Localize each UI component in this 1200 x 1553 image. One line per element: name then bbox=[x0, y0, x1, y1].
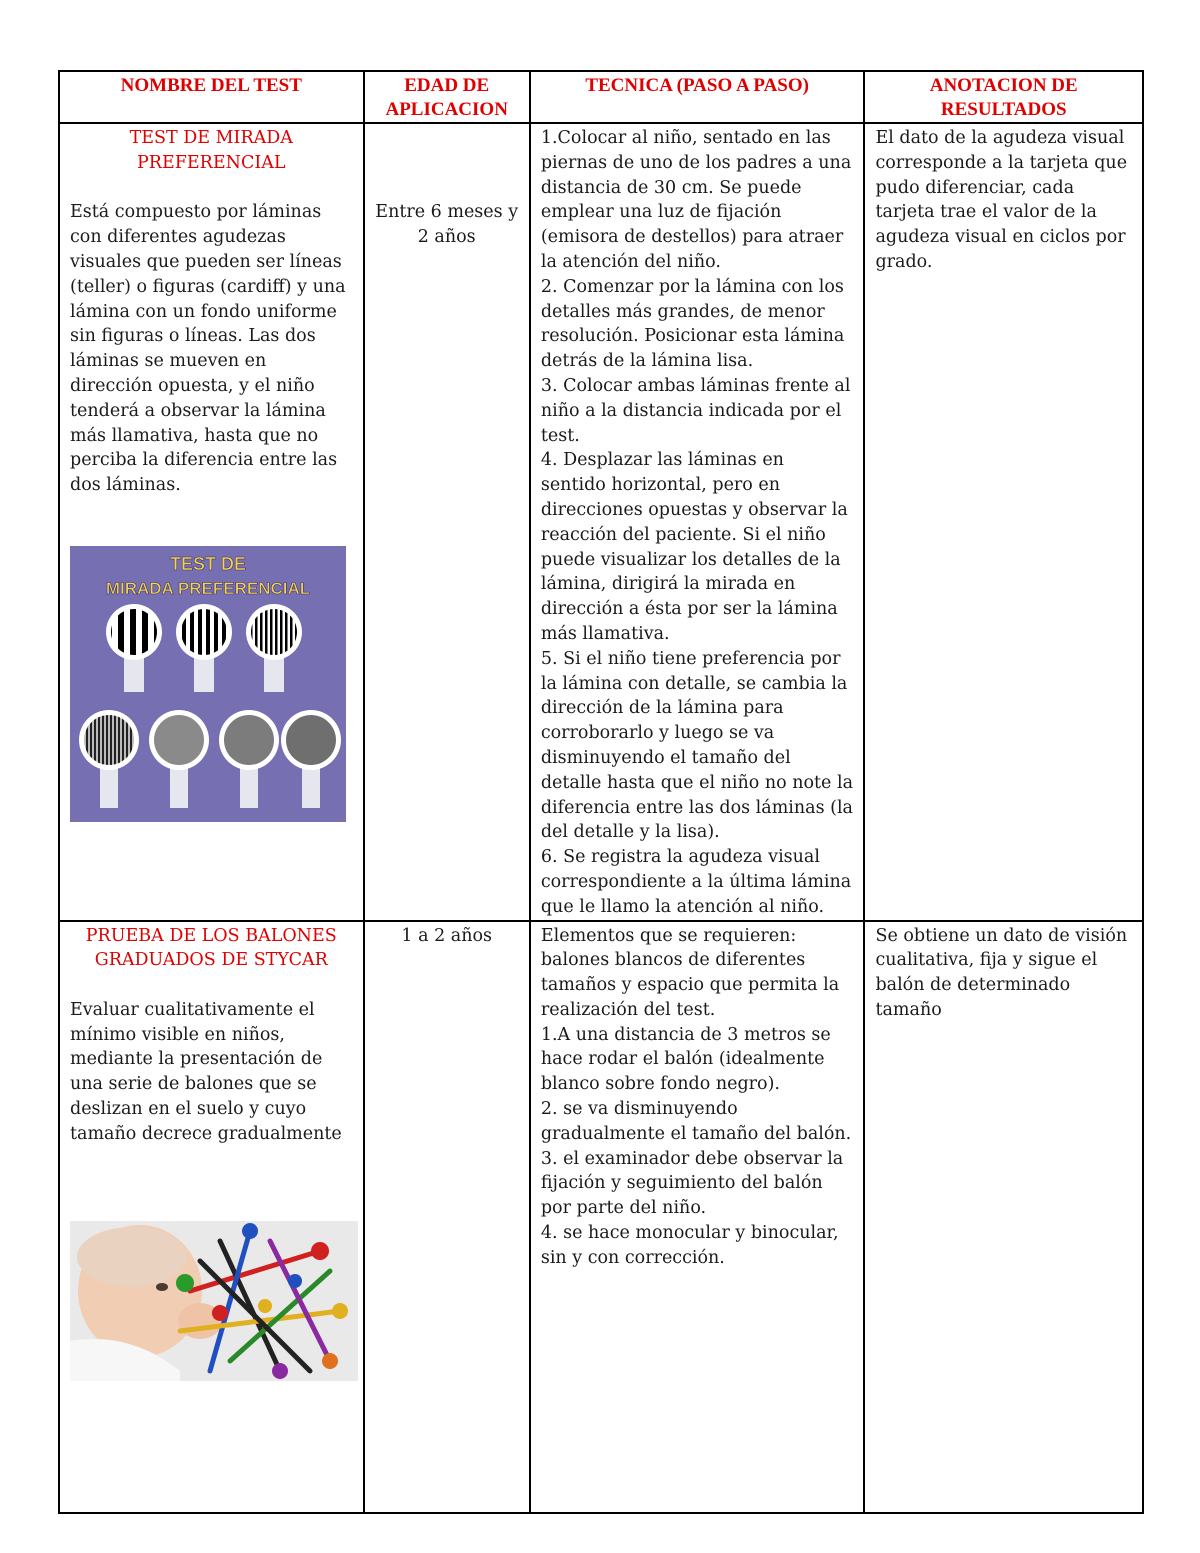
age-value: 1 a 2 años bbox=[401, 925, 492, 946]
technique-step: 3. el examinador debe observar la fijación y seguimiento del balón por parte del niño. bbox=[540, 1148, 844, 1219]
header-nombre: NOMBRE DEL TEST bbox=[59, 71, 364, 123]
image-title-line1: TEST DE bbox=[169, 553, 247, 574]
technique-step: 6. Se registra la agudeza visual correspondiente a la última lámina que le llamo la atención al niño. bbox=[540, 847, 852, 917]
test-title: PRUEBA DE LOS BALONES GRADUADOS DE STYCAR bbox=[85, 925, 337, 971]
technique-steps bbox=[541, 126, 854, 920]
header-edad: EDAD DE APLICACION bbox=[364, 71, 530, 123]
table-row bbox=[59, 921, 1143, 1513]
mirada-preferencial-image bbox=[70, 546, 346, 822]
technique-step: 1.A una distancia de 3 metros se hace rodar el balón (idealmente blanco sobre fondo negro). bbox=[540, 1024, 831, 1095]
cell-name bbox=[59, 921, 364, 1513]
technique-step: 3. Colocar ambas láminas frente al niño a la distancia indicada por el test. bbox=[540, 375, 851, 446]
cell-result bbox=[864, 123, 1143, 921]
table-row bbox=[59, 123, 1143, 921]
age-value: Entre 6 meses y 2 años bbox=[375, 202, 519, 247]
header-tecnica: TECNICA (PASO A PASO) bbox=[530, 71, 865, 123]
result-text: Se obtiene un dato de visión cualitativa, fija y sigue el balón de determinado tamaño bbox=[875, 925, 1128, 1020]
test-description: Evaluar cualitativamente el mínimo visible en niños, mediante la presentación de una serie de balones que se deslizan en el suelo y cuyo tamaño decrece gradualmente bbox=[70, 999, 342, 1144]
baby-with-toy-image bbox=[70, 1221, 358, 1381]
result-text: El dato de la agudeza visual corresponde a la tarjeta que pudo diferenciar, cada tarjeta trae el valor de la agudeza visual en ciclos por grado. bbox=[875, 128, 1128, 272]
cell-result bbox=[864, 921, 1143, 1513]
technique-step: 1.Colocar al niño, sentado en las piernas de uno de los padres a una distancia de 30 cm. Se puede emplear una luz de fijación (emisora de destellos) para atraer la atención del niño. bbox=[540, 128, 852, 272]
cell-age bbox=[364, 123, 530, 921]
tests-table bbox=[58, 70, 1144, 1514]
cell-technique bbox=[530, 921, 865, 1513]
header-row bbox=[59, 71, 1143, 123]
image-title-line2: MIRADA PREFERENCIAL bbox=[105, 578, 311, 598]
technique-step: 2. Comenzar por la lámina con los detalles más grandes, de menor resolución. Posicionar esta lámina detrás de la lámina lisa. bbox=[540, 276, 845, 372]
header-anotacion: ANOTACION DE RESULTADOS bbox=[864, 71, 1143, 123]
technique-step: 4. se hace monocular y binocular, sin y con corrección. bbox=[540, 1223, 839, 1268]
technique-step: 4. Desplazar las láminas en sentido horizontal, pero en direcciones opuestas y observar la reacción del paciente. Si el niño puede visualizar los detalles de la lámina, dirigirá la mirada en dirección a ésta por ser la lámina más llamativa. bbox=[540, 450, 848, 644]
technique-step: 2. se va disminuyendo gradualmente el tamaño del balón. bbox=[540, 1099, 852, 1144]
technique-steps bbox=[541, 924, 854, 1271]
test-title: TEST DE MIRADA PREFERENCIAL bbox=[129, 128, 293, 173]
cell-age bbox=[364, 921, 530, 1513]
cell-name bbox=[59, 123, 364, 921]
technique-step: Elementos que se requieren: balones blancos de diferentes tamaños y espacio que permita la realización del test. bbox=[540, 925, 840, 1020]
test-description: Está compuesto por láminas con diferentes agudezas visuales que pueden ser líneas (teller) o figuras (cardiff) y una lámina con un fondo uniforme sin figuras o líneas. Las dos láminas se mueven en dirección opuesta, y el niño tenderá a observar la lámina más llamativa, hasta que no perciba la diferencia entre las dos láminas. bbox=[70, 202, 346, 496]
cell-technique bbox=[530, 123, 865, 921]
technique-step: 5. Si el niño tiene preferencia por la lámina con detalle, se cambia la dirección de la lámina para corroborarlo y luego se va disminuyendo el tamaño del detalle hasta que el niño no note la diferencia entre las dos láminas (la del detalle y la lisa). bbox=[540, 648, 853, 843]
